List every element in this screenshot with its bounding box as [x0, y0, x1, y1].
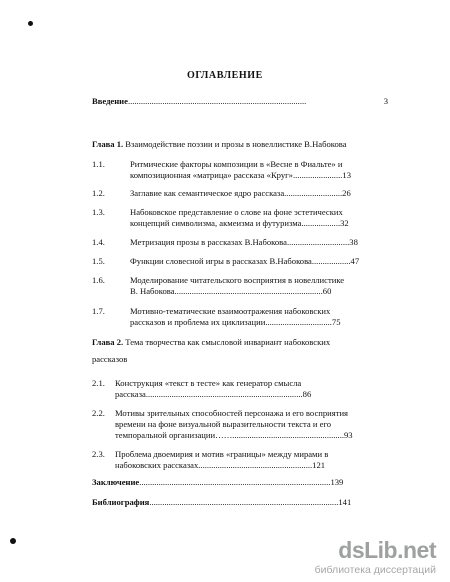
toc-title: ОГЛАВЛЕНИЕ	[187, 70, 263, 81]
scan-speck-top	[28, 21, 33, 26]
toc-item-1-4-num: 1.4.	[92, 237, 105, 247]
toc-item-2-2-line3[interactable]	[115, 430, 353, 441]
toc-item-2-1-text: рассказа	[115, 389, 146, 399]
toc-conclusion[interactable]	[92, 477, 343, 488]
toc-item-1-2-page: 26	[342, 188, 351, 198]
watermark-subtitle: библиотека диссертаций	[314, 564, 436, 576]
toc-item-1-6-line2[interactable]	[130, 286, 331, 297]
toc-item-1-2-text: Заглавие как семантическое ядро рассказа	[130, 188, 285, 198]
toc-item-1-1-line2[interactable]	[130, 170, 351, 181]
toc-chapter-1-label: Глава 1.	[92, 139, 124, 149]
toc-item-1-3-text: концепций символизма, акмеизма и футуризма	[130, 218, 302, 228]
toc-conclusion-leader: .........................................................................................	[139, 477, 331, 487]
toc-item-1-4-page: 38	[349, 237, 358, 247]
toc-bibliography-leader: ........................................................................................	[149, 497, 339, 507]
toc-item-2-2-num: 2.2.	[92, 408, 105, 418]
toc-item-2-1-page: 86	[302, 389, 312, 399]
toc-item-1-2-line1[interactable]	[130, 188, 351, 199]
toc-item-2-2-leader: ……....................................................	[215, 430, 344, 440]
toc-item-2-3-line2[interactable]	[115, 460, 325, 471]
toc-item-1-7-leader: ...............................	[265, 317, 332, 327]
toc-item-1-5-line1[interactable]	[130, 256, 359, 267]
toc-item-2-3-page: 121	[312, 460, 326, 470]
toc-item-1-7-text: рассказов и проблема их циклизации	[130, 317, 266, 327]
toc-intro-leader: ...................................................................................	[127, 96, 307, 106]
toc-item-1-7-line1[interactable]: Мотивно-тематические взаимоотражения набоковских	[130, 306, 331, 316]
toc-item-1-7-page: 75	[331, 317, 341, 327]
toc-item-2-3-leader: .....................................................	[198, 460, 313, 470]
toc-item-2-2-text: темпоральной организации	[115, 430, 216, 440]
scan-speck-bottom	[10, 538, 16, 544]
toc-item-2-3-num: 2.3.	[92, 449, 105, 459]
toc-item-1-1-leader: .......................	[292, 170, 343, 180]
toc-item-1-3-line2[interactable]	[130, 218, 349, 229]
toc-item-2-2-line1[interactable]: Мотивы зрительных способностей персонажа и его восприятия	[115, 408, 349, 418]
toc-chapter-1[interactable]	[92, 139, 347, 150]
toc-item-1-1-page: 13	[342, 170, 351, 180]
toc-item-1-2-num: 1.2.	[92, 188, 105, 198]
toc-item-1-6-num: 1.6.	[92, 275, 105, 285]
toc-item-1-5-num: 1.5.	[92, 256, 105, 266]
toc-item-1-7-line2[interactable]	[130, 317, 341, 328]
toc-item-1-6-line1[interactable]: Моделирование читательского восприятия в новеллистике	[130, 275, 345, 285]
toc-item-1-6-text: В. Набокова	[130, 286, 175, 296]
toc-item-2-3-line1[interactable]: Проблема двоемирия и мотив «границы» между мирами в	[115, 449, 329, 459]
toc-item-1-5-page: 47	[350, 256, 360, 266]
toc-item-2-2-page: 93	[344, 430, 353, 440]
watermark-logo: dsLib.net	[338, 537, 436, 563]
toc-item-1-4-line1[interactable]	[130, 237, 358, 248]
toc-conclusion-page: 139	[330, 477, 344, 487]
toc-item-1-1-text: композиционная «матрица» рассказа «Круг»	[130, 170, 293, 180]
toc-bibliography-page: 141	[338, 497, 352, 507]
toc-item-2-3-text: набоковских рассказах	[115, 460, 199, 470]
toc-item-1-1-num: 1.1.	[92, 159, 105, 169]
toc-item-1-2-leader: ...........................	[284, 188, 343, 198]
toc-item-1-6-leader: .....................................................................	[174, 286, 323, 296]
toc-bibliography-label: Библиография	[92, 497, 150, 507]
toc-item-1-3-page: 32	[340, 218, 349, 228]
toc-chapter-2-label: Глава 2.	[92, 337, 124, 347]
toc-item-1-5-leader: ..................	[311, 256, 351, 266]
toc-item-1-4-leader: .............................	[286, 237, 350, 247]
toc-chapter-1-title: Взаимодействие поэзии и прозы в новеллистике В.Набокова	[123, 139, 347, 149]
toc-intro-page: 3	[383, 96, 388, 106]
toc-chapter-2-title: Тема творчества как смысловой инвариант набоковских	[123, 337, 331, 347]
toc-conclusion-label: Заключение	[92, 477, 140, 487]
toc-intro-label: Введение	[92, 96, 128, 106]
toc-item-1-6-page: 60	[322, 286, 332, 296]
toc-item-1-3-leader: ..................	[301, 218, 341, 228]
toc-item-1-3-line1[interactable]: Набоковское представление о слове на фоне эстетических	[130, 207, 343, 217]
toc-item-2-1-line1[interactable]: Конструкция «текст в тесте» как генератор смысла	[115, 378, 302, 388]
toc-item-1-5-text: Функции словесной игры в рассказах В.Набокова	[130, 256, 312, 266]
toc-bibliography[interactable]	[92, 497, 351, 508]
toc-item-1-3-num: 1.3.	[92, 207, 105, 217]
toc-item-2-1-leader: .........................................................................	[145, 389, 303, 399]
toc-item-1-4-text: Метризация прозы в рассказах В.Набокова	[130, 237, 287, 247]
toc-item-2-1-num: 2.1.	[92, 378, 105, 388]
toc-item-2-2-line2[interactable]: времени на фоне визуальной выразительности текста и его	[115, 419, 332, 429]
toc-chapter-2-title-line2[interactable]: рассказов	[92, 354, 128, 364]
toc-intro[interactable]	[92, 96, 382, 107]
toc-item-1-1-line1[interactable]: Ритмические факторы композиции в «Весне в Фиальте» и	[130, 159, 343, 169]
toc-item-2-1-line2[interactable]	[115, 389, 311, 400]
toc-item-1-7-num: 1.7.	[92, 306, 105, 316]
toc-chapter-2[interactable]	[92, 337, 330, 348]
